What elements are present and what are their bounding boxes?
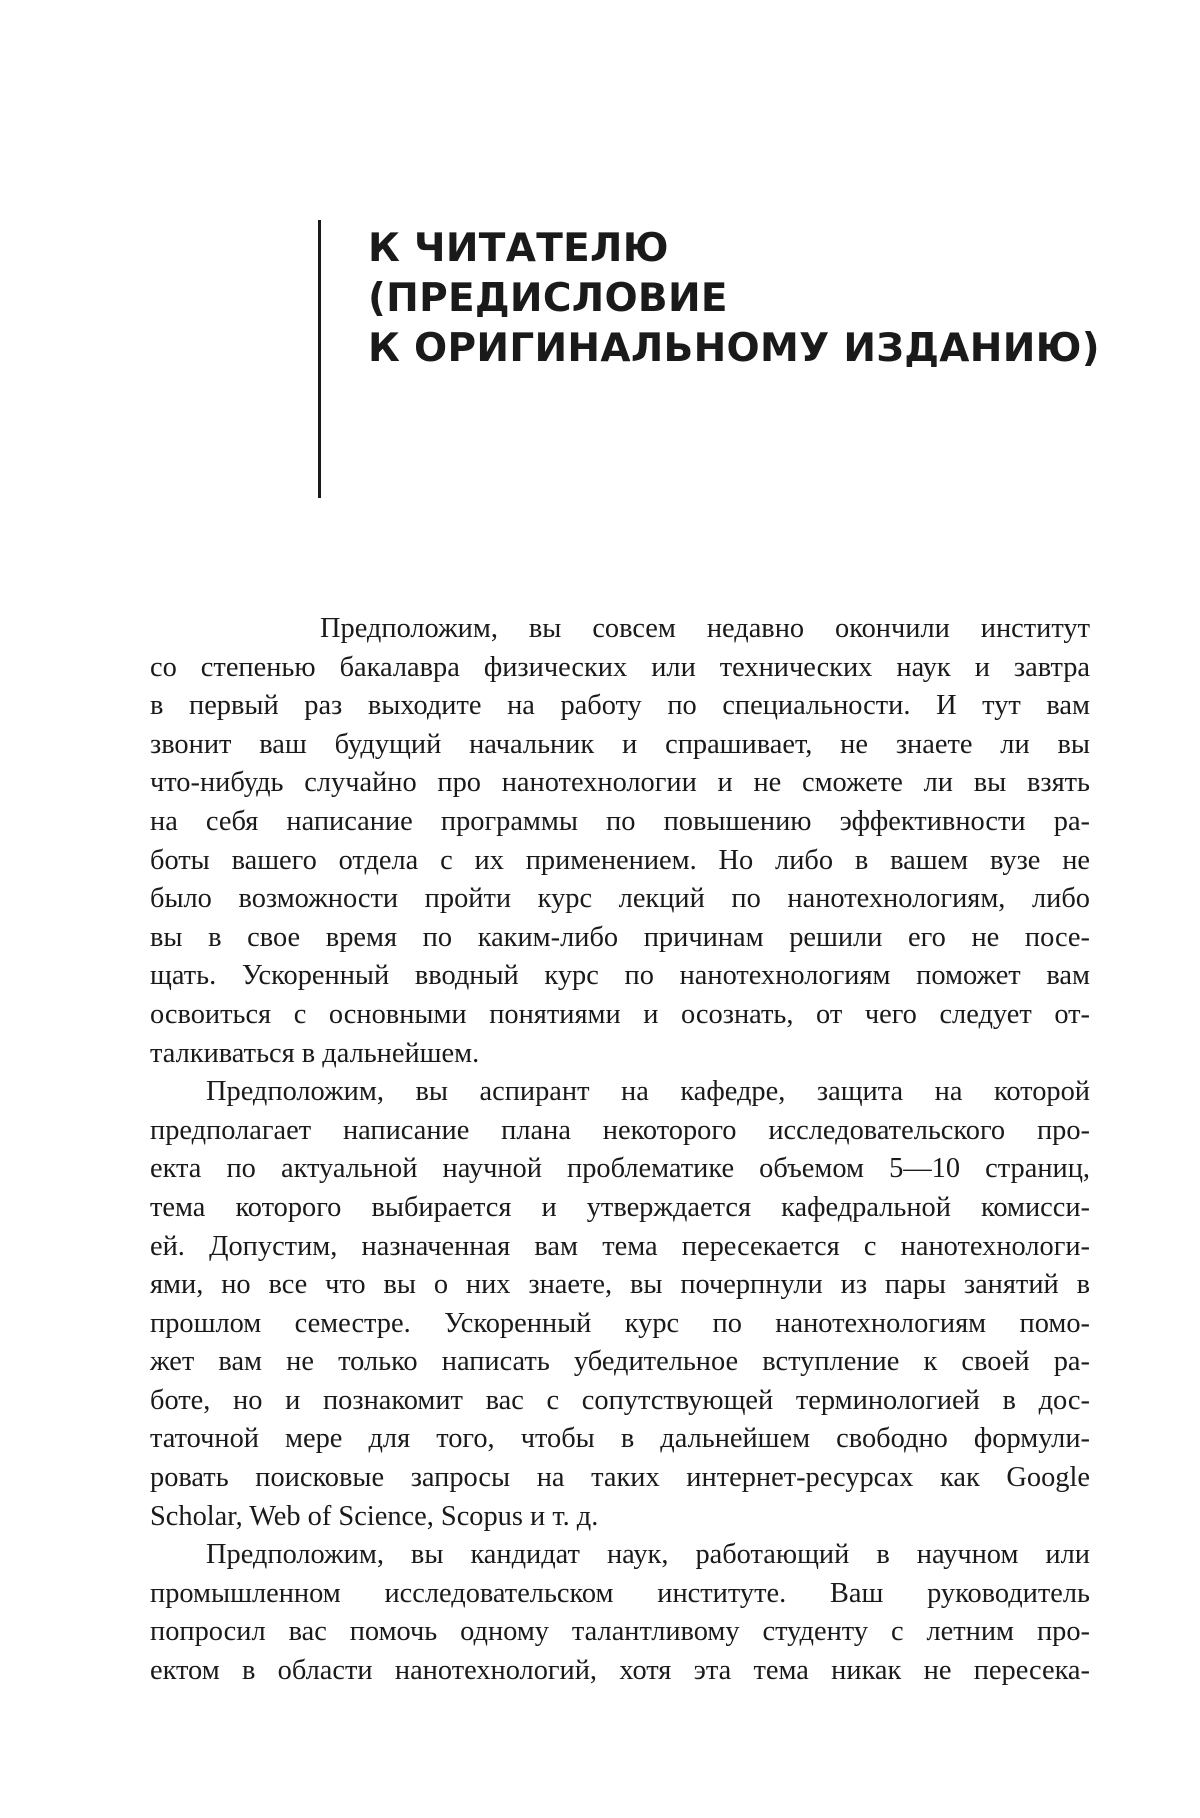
text-line: ей. Допустим, назначенная вам тема пересекается с нанотехнологи-: [150, 1230, 1090, 1262]
text-line: таточной мере для того, чтобы в дальнейшем свободно формули-: [150, 1423, 1090, 1455]
text-line: со степенью бакалавра физических или технических наук и завтра: [150, 651, 1090, 683]
heading-vertical-rule: [318, 220, 321, 498]
paragraph-2: [150, 1073, 1090, 1536]
text-line: щать. Ускоренный вводный курс по нанотехнологиям поможет вам: [150, 960, 1090, 992]
text-line: жет вам не только написать убедительное вступление к своей ра-: [150, 1346, 1090, 1378]
body-text: [150, 610, 1090, 1691]
text-line: Предположим, вы совсем недавно окончили институт: [320, 613, 1090, 644]
text-line: ями, но все что вы о них знаете, вы почерпнули из пары занятий в: [150, 1269, 1090, 1301]
text-line: Scholar, Web of Science, Scopus и т. д.: [150, 1500, 599, 1532]
text-line: Предположим, вы аспирант на кафедре, защита на которой: [206, 1076, 1090, 1108]
text-line: в первый раз выходите на работу по специальности. И тут вам: [150, 690, 1090, 722]
text-line: вы в свое время по каким-либо причинам решили его не посе-: [150, 921, 1090, 953]
text-line: было возможности пройти курс лекций по нанотехнологиям, либо: [150, 883, 1090, 915]
chapter-title-line: К ОРИГИНАЛЬНОМУ ИЗДАНИЮ): [368, 326, 1100, 371]
text-line: ектом в области нанотехнологий, хотя эта тема никак не пересека-: [150, 1655, 1090, 1687]
text-line: попросил вас помочь одному талантливому студенту с летним про-: [150, 1616, 1090, 1648]
text-line: Предположим, вы кандидат наук, работающий в научном или: [206, 1539, 1090, 1571]
text-line: ровать поисковые запросы на таких интернет-ресурсах как Google: [150, 1462, 1090, 1494]
text-line: промышленном исследовательском институте. Ваш руководитель: [150, 1577, 1090, 1609]
chapter-title-line: К ЧИТАТЕЛЮ: [368, 226, 669, 271]
text-line: екта по актуальной научной проблематике объемом 5—10 страниц,: [150, 1153, 1090, 1185]
text-line: боты вашего отдела с их применением. Но либо в вашем вузе не: [150, 844, 1090, 876]
paragraph-1: [150, 610, 1090, 1073]
text-line: предполагает написание плана некоторого исследовательского про-: [150, 1114, 1090, 1146]
text-line: боте, но и познакомит вас с сопутствующей терминологией в дос-: [150, 1384, 1090, 1416]
text-line: что-нибудь случайно про нанотехнологии и не сможете ли вы взять: [150, 767, 1090, 799]
text-line: талкиваться в дальнейшем.: [150, 1037, 480, 1069]
text-line: тема которого выбирается и утверждается кафедральной комисси-: [150, 1191, 1090, 1223]
text-line: звонит ваш будущий начальник и спрашивает, не знаете ли вы: [150, 728, 1090, 760]
text-line: прошлом семестре. Ускоренный курс по нанотехнологиям помо-: [150, 1307, 1090, 1339]
text-line: освоиться с основными понятиями и осознать, от чего следует от-: [150, 998, 1090, 1030]
chapter-title: [368, 224, 1100, 374]
chapter-heading: [318, 220, 1118, 498]
text-line: на себя написание программы по повышению эффективности ра-: [150, 805, 1090, 837]
paragraph-3: [150, 1536, 1090, 1690]
chapter-title-line: (ПРЕДИСЛОВИЕ: [368, 276, 728, 321]
